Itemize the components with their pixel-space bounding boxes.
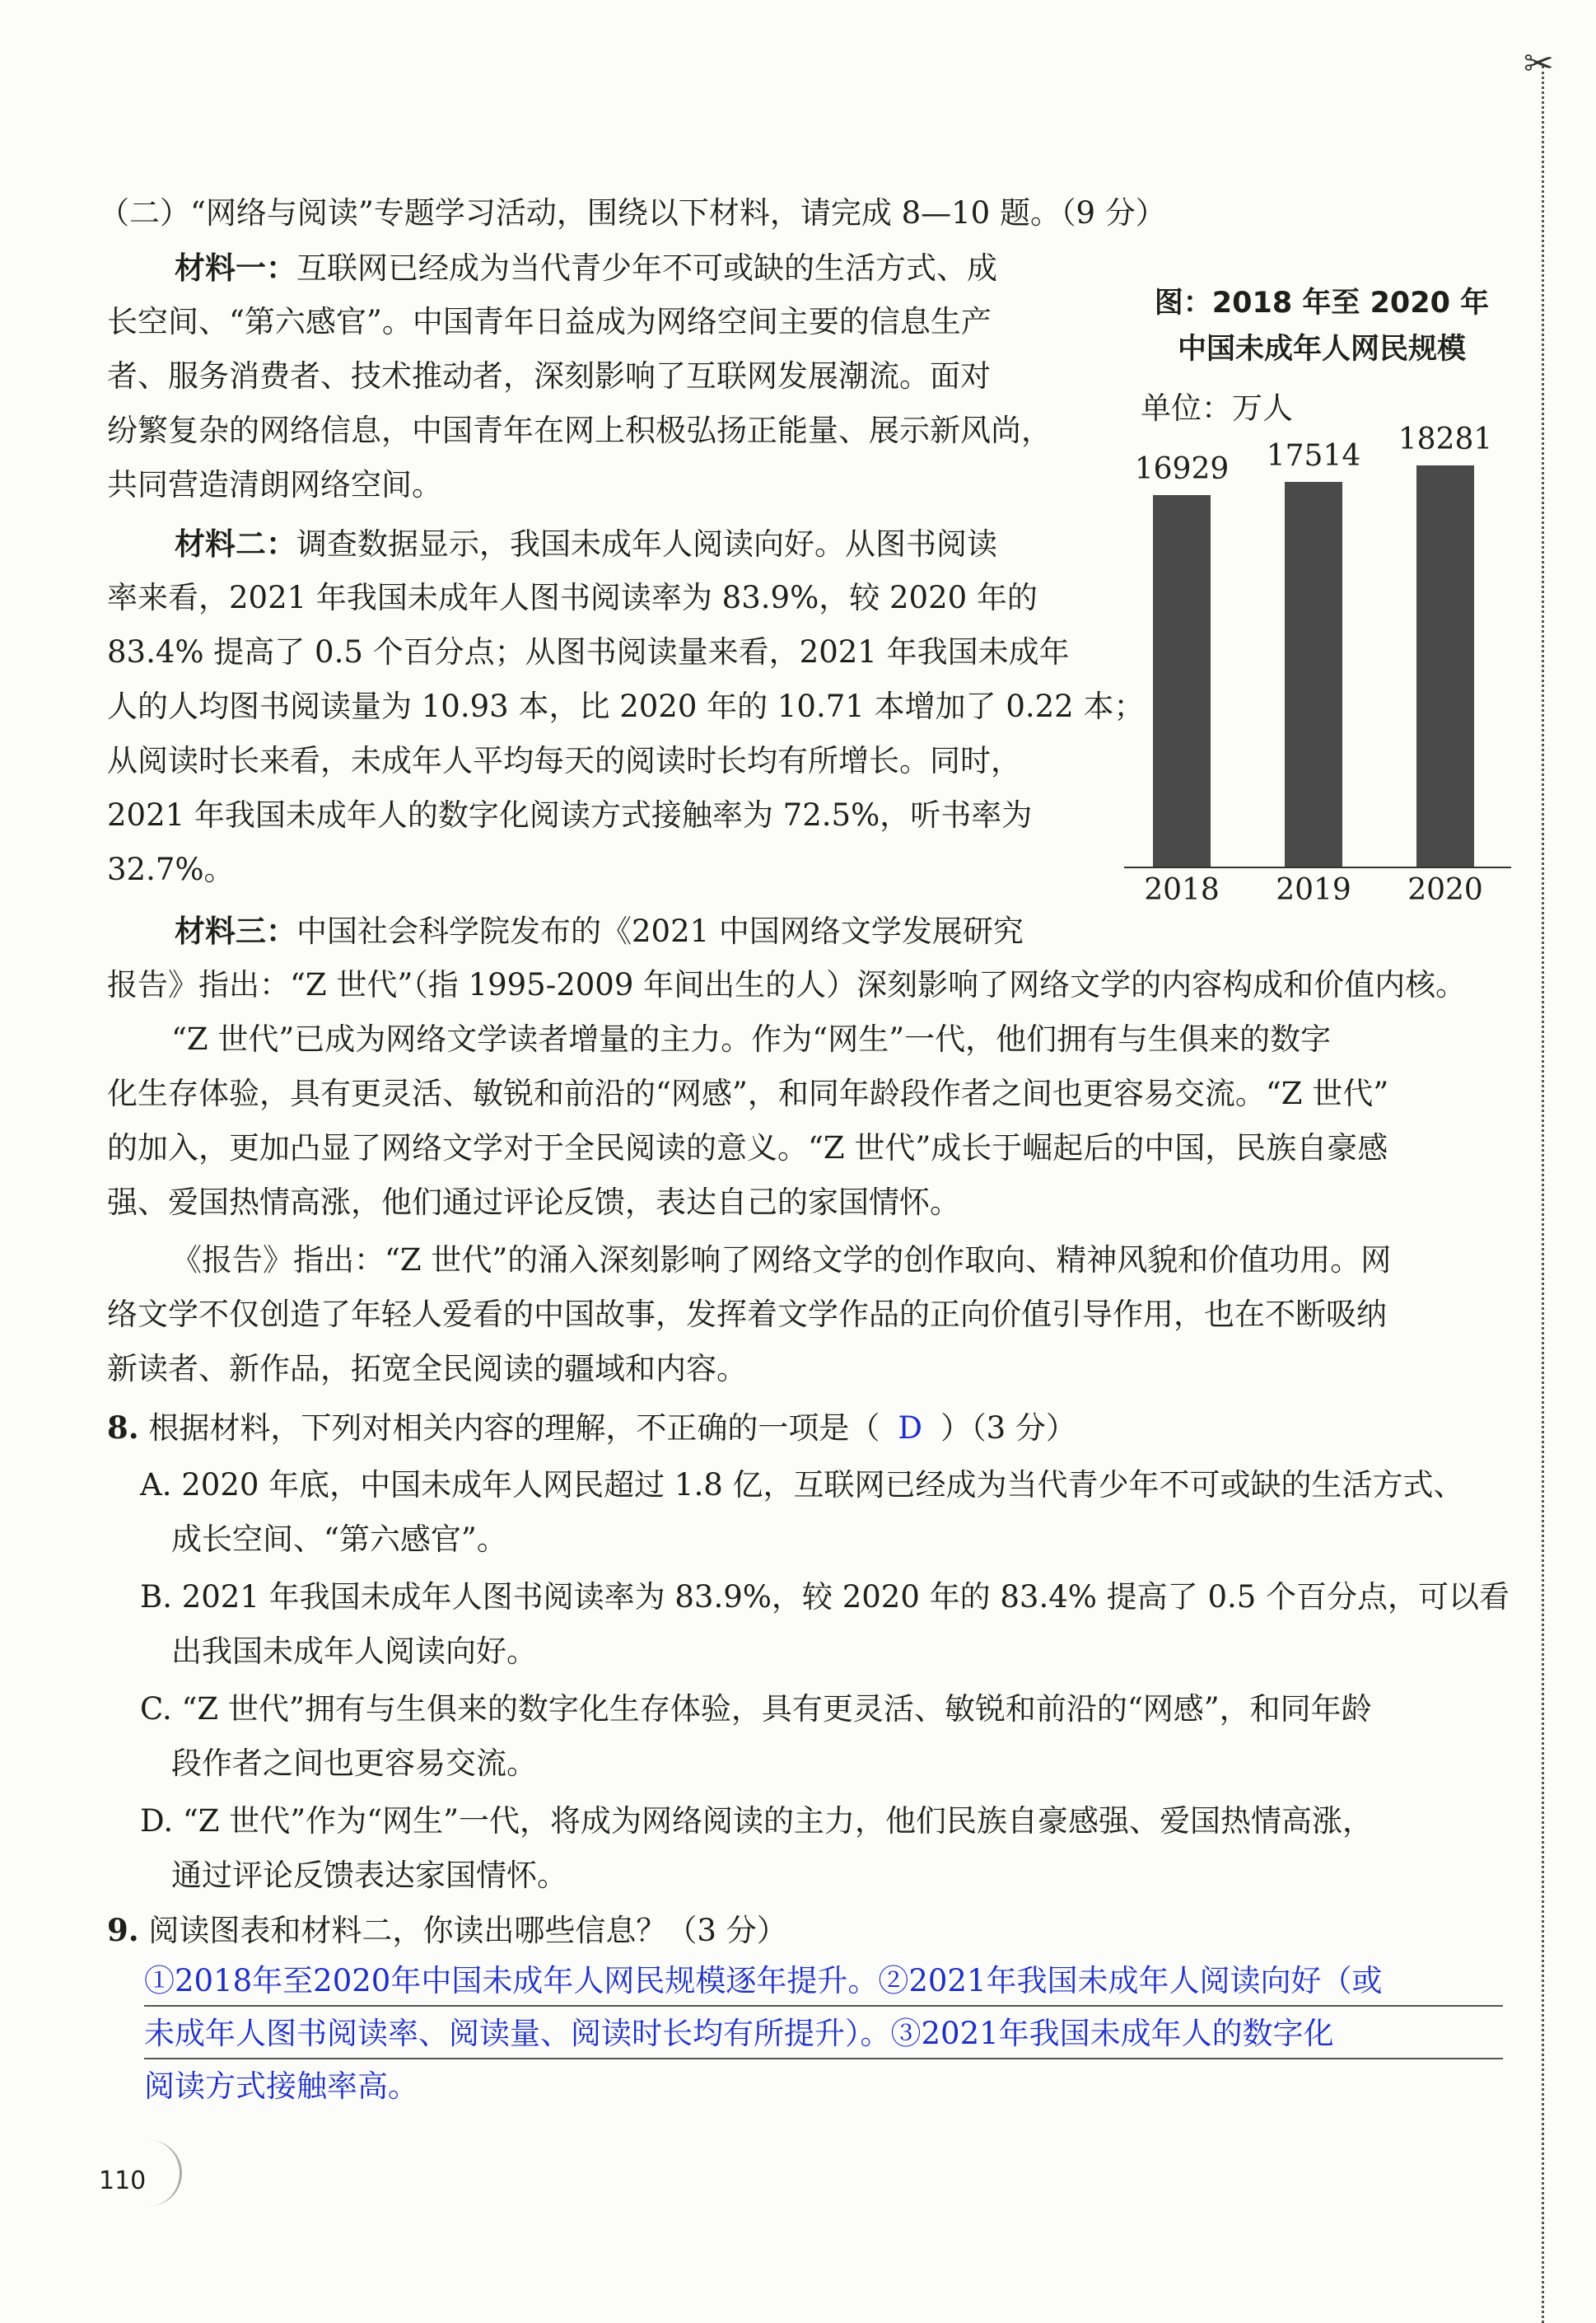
material3-label: 材料三： — [175, 913, 296, 949]
bar-value-label: 16929 — [1134, 451, 1230, 486]
material1-line: 者、服务消费者、技术推动者，深刻影响了互联网发展潮流。面对 — [107, 358, 991, 394]
material3-line: 报告》指出：“Z 世代”（指 1995-2009 年间出生的人）深刻影响了网络文学的内容构成和价值内核。 — [107, 967, 1467, 1003]
material2-first-line: 材料二：调查数据显示，我国未成年人阅读向好。从图书阅读 — [175, 526, 997, 562]
q9-answer-line: 未成年人图书阅读率、阅读量、阅读时长均有所提升）。③2021年我国未成年人的数字化 — [144, 2016, 1334, 2051]
q9-answer-line: 阅读方式接触率高。 — [144, 2068, 418, 2104]
option-c-cont: 段作者之间也更容易交流。 — [171, 1746, 537, 1781]
chart-title: 图：2018 年至 2020 年 — [1154, 287, 1490, 320]
x-tick-label: 2019 — [1276, 873, 1351, 907]
material1-first-line: 材料一：互联网已经成为当代青少年不可或缺的生活方式、成 — [175, 250, 997, 286]
material3-line: 新读者、新作品，拓宽全民阅读的疆域和内容。 — [107, 1351, 747, 1386]
option-a: A. 2020 年底，中国未成年人网民超过 1.8 亿，互联网已经成为当代青少年不可或缺的生活方式、 — [140, 1467, 1464, 1503]
material3-line: 《报告》指出：“Z 世代”的涌入深刻影响了网络文学的创作取向、精神风貌和价值功用。网 — [171, 1242, 1392, 1278]
material2-line: 2021 年我国未成年人的数字化阅读方式接触率为 72.5%，听书率为 — [107, 797, 1033, 833]
option-b-cont: 出我国未成年人阅读向好。 — [171, 1634, 537, 1669]
cut-line — [1542, 66, 1544, 2323]
material3-first-line: 材料三：中国社会科学院发布的《2021 中国网络文学发展研究 — [175, 913, 1024, 949]
x-tick-label: 2018 — [1144, 873, 1220, 907]
chart-unit-label: 单位：万人 — [1141, 390, 1293, 426]
option-a-cont: 成长空间、“第六感官”。 — [171, 1521, 507, 1557]
section-intro: （二）“网络与阅读”专题学习活动，围绕以下材料，请完成 8—10 题。（9 分） — [99, 195, 1166, 231]
bar-2018 — [1153, 495, 1211, 867]
question-9-number: 9. — [107, 1912, 139, 1948]
material3-line: 强、爱国热情高涨，他们通过评论反馈，表达自己的家国情怀。 — [107, 1185, 960, 1220]
material2-line: 率来看，2021 年我国未成年人图书阅读率为 83.9%，较 2020 年的 — [107, 580, 1038, 615]
bar-value-label: 18281 — [1398, 422, 1493, 456]
bar-chart — [1124, 272, 1519, 906]
material2-line: 从阅读时长来看，未成年人平均每天的阅读时长均有所增长。同时， — [107, 743, 1021, 778]
material1-line: 纷繁复杂的网络信息，中国青年在网上积极弘扬正能量、展示新风尚， — [107, 413, 1052, 448]
question-9: 9. 阅读图表和材料二，你读出哪些信息？（3 分） — [107, 1912, 787, 1948]
option-d-cont: 通过评论反馈表达家国情怀。 — [171, 1858, 567, 1893]
material2-line: 人的人均图书阅读量为 10.93 本，比 2020 年的 10.71 本增加了 0.22 本； — [107, 689, 1145, 724]
material2-label: 材料二： — [175, 526, 296, 562]
chart-x-axis — [1124, 867, 1511, 868]
question-8-answer: D — [898, 1410, 923, 1446]
material2-line: 83.4% 提高了 0.5 个百分点；从图书阅读量来看，2021 年我国未成年 — [107, 634, 1070, 670]
material1-line: 共同营造清朗网络空间。 — [107, 467, 442, 502]
scissors-icon: ✂ — [1524, 43, 1554, 85]
q9-answer-line: ①2018年至2020年中国未成年人网民规模逐年提升。②2021年我国未成年人阅读向好（或 — [144, 1963, 1383, 1998]
bar-value-label: 17514 — [1266, 438, 1361, 473]
option-b: B. 2021 年我国未成年人图书阅读率为 83.9%，较 2020 年的 83.4% 提高了 0.5 个百分点，可以看 — [140, 1579, 1510, 1615]
bar-2020 — [1416, 465, 1474, 867]
material3-line: 络文学不仅创造了年轻人爱看的中国故事，发挥着文学作品的正向价值引导作用，也在不断吸纳 — [107, 1297, 1387, 1332]
bar-2019 — [1285, 482, 1342, 867]
chart-subtitle: 中国未成年人网民规模 — [1177, 333, 1466, 366]
material3-line: 的加入，更加凸显了网络文学对于全民阅读的意义。“Z 世代”成长于崛起后的中国，民族自豪感 — [107, 1130, 1388, 1166]
material3-line: 化生存体验，具有更灵活、敏锐和前沿的“网感”，和同年龄段作者之间也更容易交流。“Z 世代” — [107, 1076, 1389, 1111]
material1-line: 长空间、“第六感官”。中国青年日益成为网络空间主要的信息生产 — [107, 304, 992, 339]
x-tick-label: 2020 — [1407, 873, 1483, 907]
option-c: C. “Z 世代”拥有与生俱来的数字化生存体验，具有更灵活、敏锐和前沿的“网感”，和同年龄 — [140, 1691, 1372, 1727]
question-8: 8. 根据材料，下列对相关内容的理解，不正确的一项是（ D ）（3 分） — [107, 1409, 1076, 1446]
material1-label: 材料一： — [175, 250, 296, 286]
question-8-number: 8. — [107, 1409, 139, 1446]
material3-line: “Z 世代”已成为网络文学读者增量的主力。作为“网生”一代，他们拥有与生俱来的数字 — [171, 1021, 1332, 1057]
page-number: 110 — [99, 2166, 147, 2195]
material2-line: 32.7%。 — [107, 852, 235, 887]
option-d: D. “Z 世代”作为“网生”一代，将成为网络阅读的主力，他们民族自豪感强、爱国热情高涨， — [140, 1803, 1373, 1839]
